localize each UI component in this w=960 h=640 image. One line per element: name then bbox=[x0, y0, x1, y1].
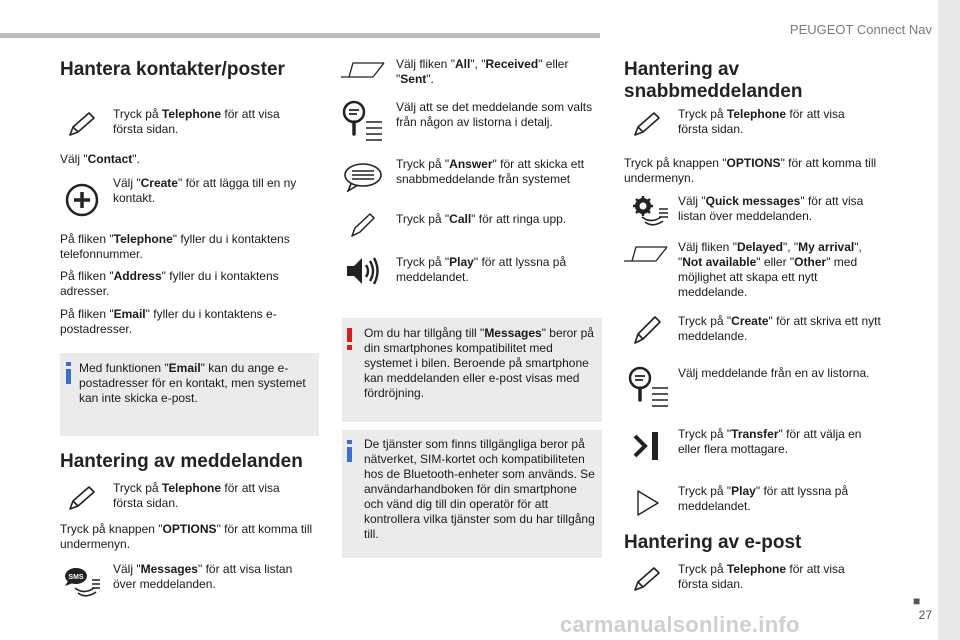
page-number: 27 bbox=[918, 608, 932, 622]
page-marker: ■ bbox=[913, 594, 921, 608]
warning-text: Om du har tillgång till "Messages" beror på din smartphones kompatibilitet med systemet i bilen. Beroende på smartphone kan meddelanden eller e-post visas med fördröjning. bbox=[364, 326, 594, 400]
quick-messages-instruction: Välj "Quick messages" för att visa listan över meddelanden. bbox=[678, 194, 864, 223]
pencil-icon bbox=[67, 110, 97, 138]
tab-address-text: På fliken "Address" fyller du i kontaktens adresser. bbox=[60, 269, 279, 298]
answer-instruction: Tryck på "Answer" för att skicka ett snabbmeddelande från systemet bbox=[396, 157, 585, 186]
watermark: carmanualsonline.info bbox=[560, 612, 800, 637]
pencil-icon bbox=[632, 110, 662, 138]
info-icon bbox=[65, 362, 73, 384]
heading-contacts: Hantera kontakter/poster bbox=[60, 59, 285, 80]
quick-messages-icon bbox=[630, 195, 670, 229]
play-instruction: Tryck på "Play" för att lyssna på meddelandet. bbox=[396, 255, 567, 284]
info-text-email: Med funktionen "Email" kan du ange e-postadresser för en kontakt, men systemet kan inte skicka e-post. bbox=[79, 361, 306, 405]
list-search-icon bbox=[342, 100, 384, 142]
info-icon bbox=[346, 440, 354, 462]
page-header: PEUGEOT Connect Nav bbox=[789, 22, 932, 37]
tab-email-text: På fliken "Email" fyller du i kontaktens e-postadresser. bbox=[60, 307, 277, 336]
plus-circle-icon bbox=[65, 183, 99, 217]
telephone-instruction-3: Tryck på Telephone för att visa första sidan. bbox=[678, 107, 845, 136]
options-instruction-2: Tryck på knappen "OPTIONS" för att komma till undermenyn. bbox=[624, 156, 877, 185]
transfer-instruction: Tryck på "Transfer" för att välja en eller flera mottagare. bbox=[678, 427, 862, 456]
call-instruction: Tryck på "Call" för att ringa upp. bbox=[396, 212, 567, 226]
pencil-icon bbox=[67, 484, 97, 512]
heading-messages: Hantering av meddelanden bbox=[60, 451, 303, 472]
quick-tabs-instruction: Välj fliken "Delayed", "My arrival", "Not available" eller "Other" med möjlighet att skapa ett nytt meddelande. bbox=[678, 240, 862, 299]
detail-instruction: Välj att se det meddelande som valts från någon av listorna i detalj. bbox=[396, 100, 593, 129]
options-instruction: Tryck på knappen "OPTIONS" för att komma till undermenyn. bbox=[60, 522, 313, 551]
tab-icon bbox=[623, 246, 669, 262]
tabs-instruction: Välj fliken "All", "Received" eller "Sent". bbox=[396, 57, 569, 86]
telephone-instruction-2: Tryck på Telephone för att visa första sidan. bbox=[113, 481, 280, 510]
pencil-icon bbox=[632, 314, 662, 346]
heading-quick-messages: Hantering av snabbmeddelanden bbox=[624, 59, 803, 102]
pencil-icon bbox=[632, 565, 662, 593]
heading-email: Hantering av e-post bbox=[624, 532, 802, 553]
messages-instruction: Välj "Messages" för att visa listan över meddelanden. bbox=[113, 562, 293, 591]
play-instruction-2: Tryck på "Play" för att lyssna på meddelandet. bbox=[678, 484, 849, 513]
svg-text:SMS: SMS bbox=[68, 574, 84, 581]
contact-instruction: Välj "Contact". bbox=[60, 152, 140, 166]
pencil-icon bbox=[350, 212, 376, 238]
create-message-instruction: Tryck på "Create" för att skriva ett nytt meddelande. bbox=[678, 314, 881, 343]
tab-telephone-text: På fliken "Telephone" fyller du i kontaktens telefonnummer. bbox=[60, 232, 290, 261]
play-icon bbox=[636, 489, 660, 517]
page-side-strip bbox=[938, 0, 960, 640]
telephone-instruction-4: Tryck på Telephone för att visa första sidan. bbox=[678, 562, 845, 591]
select-message-instruction: Välj meddelande från en av listorna. bbox=[678, 366, 870, 380]
sms-icon bbox=[62, 566, 102, 600]
warning-icon bbox=[346, 328, 354, 350]
speaker-icon bbox=[345, 255, 381, 287]
top-bar bbox=[0, 33, 600, 38]
telephone-instruction: Tryck på Telephone för att visa första sidan. bbox=[113, 107, 280, 136]
tab-icon bbox=[340, 62, 386, 78]
info-text-services: De tjänster som finns tillgängliga beror på nätverket, SIM-kortet och kompatibiliteten hos de Bluetooth-enheter som används. Se användarhandboken för din smartphone och vänd dig till din operatör för att kontrollera vilka tjänster som du har tillgång till. bbox=[364, 437, 595, 541]
transfer-icon bbox=[633, 430, 663, 462]
message-lines-icon bbox=[343, 162, 383, 192]
list-search-icon bbox=[628, 366, 670, 408]
create-instruction: Välj "Create" för att lägga till en ny kontakt. bbox=[113, 176, 297, 205]
